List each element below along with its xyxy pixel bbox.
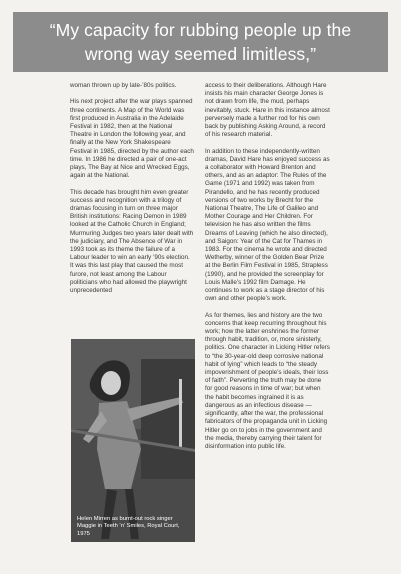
pull-quote [50, 18, 351, 66]
pull-quote-banner [13, 12, 388, 72]
left-column [70, 82, 194, 295]
pull-quote-line-1: “My capacity for rubbing people up the [49, 20, 352, 40]
production-photo [71, 339, 195, 542]
photo-caption: Helen Mirren as burnt-out rock singer Maggie in Teeth ’n’ Smiles, Royal Court, 1975 [77, 515, 180, 537]
right-paragraph-2: In addition to these independently-written dramas, David Hare has enjoyed success as a collaborator with Howard Brenton and others, and as an adaptor: The Rules of the Game (1971 and 1992) was taken from Pirandello, and he has recently produced versions of two works by Brecht for the National Theatre, The Life of Galileo and Mother Courage and Her Children. For television he has also written the films Dreams of Leaving (which he also directed), and Saigon: Year of the Cat for Thames in 1983. For the cinema he wrote and directed Wetherby, winner of the Golden Bear Prize at the Berlin Film Festival in 1985, Strapless (1990), and he provided the screenplay for Louis Malle’s 1992 film Damage. He continues to work as a stage director of his own and other people’s work. [205, 147, 330, 303]
left-paragraph-1: woman thrown up by late-’80s politics. [70, 82, 177, 89]
right-paragraph-3: As for themes, lies and history are the two concerns that keep recurring throughout his work; how the latter enshrines the former through habit, tradition, or, more sinisterly, politics. One character in Licking Hitler refers to “the 30-year-old deep corrosive national habit of lying” which leads to “the steady impoverishment of people’s ideals, their loss of faith”. Perverting the truth may be done for good reasons in time of war; but when the habit becomes ingrained it is as dangerous as an infectious disease — significantly, after the war, the professional fabricators of the propaganda unit in Licking Hitler go on to jobs in the government and the media, thereby carrying their talent for disinformation into public life. [205, 311, 330, 450]
right-paragraph-1: access to their deliberations. Although Hare insists his main character George Jones is not drawn from life, the mud, perhaps inevitably, stuck. Hare in this instance almost perversely made a further rod for his own back by publishing Asking Around, a record of his research material. [205, 82, 330, 139]
right-column [205, 82, 330, 451]
left-paragraph-3: This decade has brought him even greater success and recognition with a trilogy of dramas focusing in turn on three major British institutions: Racing Demon in 1989 looked at the Catholic Church in England; Murmuring Judges two years later dealt with the judiciary, and The Absence of War in 1993 took as its theme the failure of a Labour leader to win an early ’90s election. It was this last play that caused the most furore, not least among the Labour politicians who had allowed the playwright unprecedented [70, 188, 194, 295]
performer-illustration [71, 339, 195, 542]
left-paragraph-2: His next project after the war plays spanned three continents. A Map of the World was first produced in Australia in the Adelaide Festival in 1982, then at the National Theatre in London the following year, and finally at the New York Shakespeare Festival in 1985, directed by the author each time. In 1986 he directed a pair of one-act plays, The Bay at Nice and Wrecked Eggs, again at the National. [70, 98, 194, 180]
pull-quote-line-2: wrong way seemed limitless,” [84, 44, 317, 64]
